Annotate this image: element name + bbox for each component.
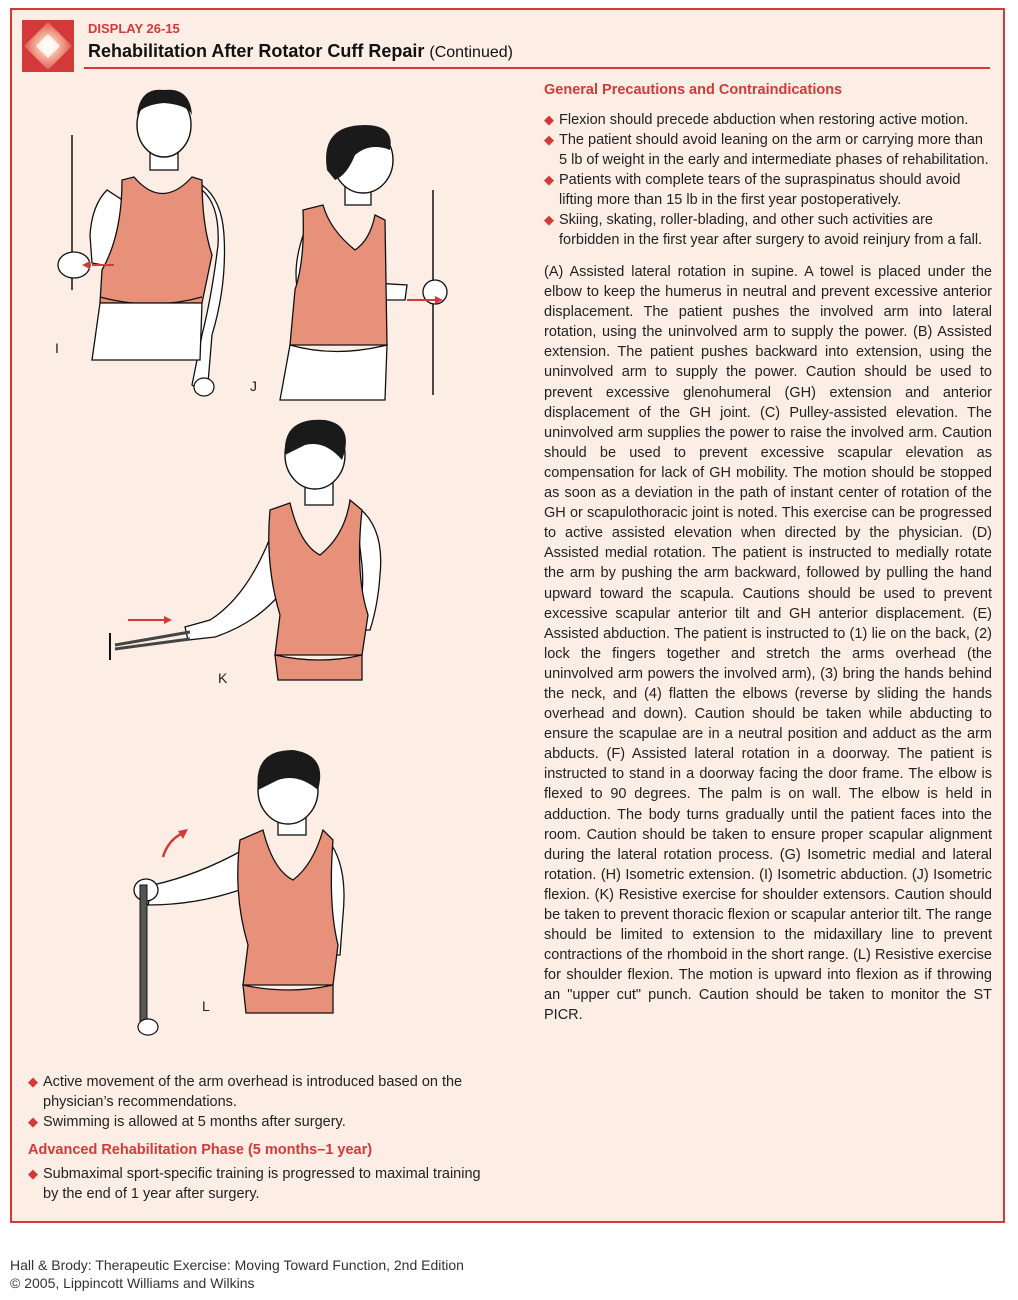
header-rule xyxy=(84,67,990,69)
precautions-heading: General Precautions and Contraindications xyxy=(544,82,843,98)
bullet-icon: ◆ xyxy=(544,112,554,127)
footer xyxy=(10,1256,464,1292)
bullet-icon: ◆ xyxy=(544,132,554,147)
left-bullet-list xyxy=(28,1072,498,1132)
footer-copyright: © 2005, Lippincott Williams and Wilkins xyxy=(10,1275,255,1291)
figure-k-illustration xyxy=(100,415,400,685)
right-column xyxy=(544,82,992,1040)
title-suffix: (Continued) xyxy=(429,44,513,61)
advanced-bullet-list xyxy=(28,1164,498,1204)
figure-caption: (A) Assisted lateral rotation in supine. A towel is placed under the elbow to keep the humerus in neutral and prevent excessive anterior displacement. The patient pushes the involved arm into lateral rotation, using the uninvolved arm to supply the power. (B) Assisted extension. The patient pushes backward into extension, using the uninvolved arm to supply the power. Caution should be used to prevent excessive glenohumeral (GH) extension and anterior displacement of the GH joint. (C) Pulley-assisted elevation. The uninvolved arm supplies the power to raise the involved arm. Caution should be used to prevent excessive scapular elevation as compensation for lack of GH mobility. The motion should be stopped as soon as a deviation in the path of instant center of rotation of the GH or scapulothoracic joint is noted. This exercise can be progressed to active assisted elevation when directed by the physician. (D) Assisted medial rotation. The patient is instructed to medially rotate the arm by pushing the arm backward, followed by pulling the hand upward toward the scapula. Cautions should be used to prevent excessive scapular anterior tilt and GH anterior displacement. (E) Assisted abduction. The patient is instructed to (1) lie on the back, (2) lock the fingers together and stretch the arms overhead (the uninvolved arm powers the involved arm), (3) bring the hands behind the neck, and (4) flatten the elbows (reverse by sliding the hands overhead and down). Caution should be taken while abducting to ensure the scapulae are in a neutral position and adduct as the arm abducts. (F) Assisted lateral rotation in a doorway. The patient is instructed to stand in a doorway facing the door frame. The elbow is flexed to 90 degrees. The palm is on wall. The elbow is held in adduction. The body turns gradually until the patient faces into the room. Caution should be taken to ensure proper scapular alignment during the lateral rotation process. (G) Isometric medial and lateral rotation. (H) Isometric extension. (I) Isometric abduction. (J) Isometric flexion. (K) Resistive exercise for shoulder extensors. Caution should be taken to prevent thoracic flexion or scapular anterior tilt. The range should be limited to extension to the midaxillary line to prevent contractions of the rhomboid in the short range. (L) Resistive exercise for shoulder flexion. The motion is upward into flexion as if throwing an "upper cut" punch. Caution should be taken to monitor the ST PICR. xyxy=(544,264,992,1024)
figure-label-k: K xyxy=(218,670,228,686)
figure-label-l: L xyxy=(202,998,210,1014)
list-item: ◆ Patients with complete tears of the supraspinatus should avoid lifting more than 15 lb in the first year postoperatively. xyxy=(544,172,961,208)
left-bottom-text xyxy=(28,1072,498,1204)
figure-i-illustration xyxy=(52,85,232,405)
list-item: ◆ Skiing, skating, roller-blading, and other such activities are forbidden in the first year after surgery to avoid reinjury from a fall. xyxy=(544,212,983,248)
page-title xyxy=(88,41,513,62)
title-main: Rehabilitation After Rotator Cuff Repair xyxy=(88,41,425,61)
bullet-icon: ◆ xyxy=(544,172,554,187)
precautions-list xyxy=(544,110,992,250)
bullet-icon: ◆ xyxy=(28,1074,38,1089)
list-item: ◆ The patient should avoid leaning on the arm or carrying more than 5 lb of weight in the early and intermediate phases of rehabilitation. xyxy=(544,132,989,168)
list-item: ◆ Submaximal sport-specific training is progressed to maximal training by the end of 1 year after surgery. xyxy=(28,1166,481,1202)
display-number: DISPLAY 26-15 xyxy=(88,21,180,36)
advanced-phase-heading: Advanced Rehabilitation Phase (5 months–1 year) xyxy=(28,1142,373,1158)
footer-source: Hall & Brody: Therapeutic Exercise: Moving Toward Function, 2nd Edition xyxy=(10,1257,464,1273)
figure-label-i: I xyxy=(55,340,59,356)
bullet-icon: ◆ xyxy=(544,212,554,227)
display-logo-icon xyxy=(22,20,74,72)
figure-label-j: J xyxy=(250,378,257,394)
list-item: ◆ Active movement of the arm overhead is introduced based on the physician’s recommendations. xyxy=(28,1074,463,1110)
figure-l-illustration xyxy=(128,745,378,1045)
list-item: ◆ Flexion should precede abduction when restoring active motion. xyxy=(544,112,969,128)
bullet-icon: ◆ xyxy=(28,1166,38,1181)
figure-j-illustration xyxy=(275,120,450,405)
bullet-icon: ◆ xyxy=(28,1114,38,1129)
list-item: ◆ Swimming is allowed at 5 months after surgery. xyxy=(28,1114,346,1130)
